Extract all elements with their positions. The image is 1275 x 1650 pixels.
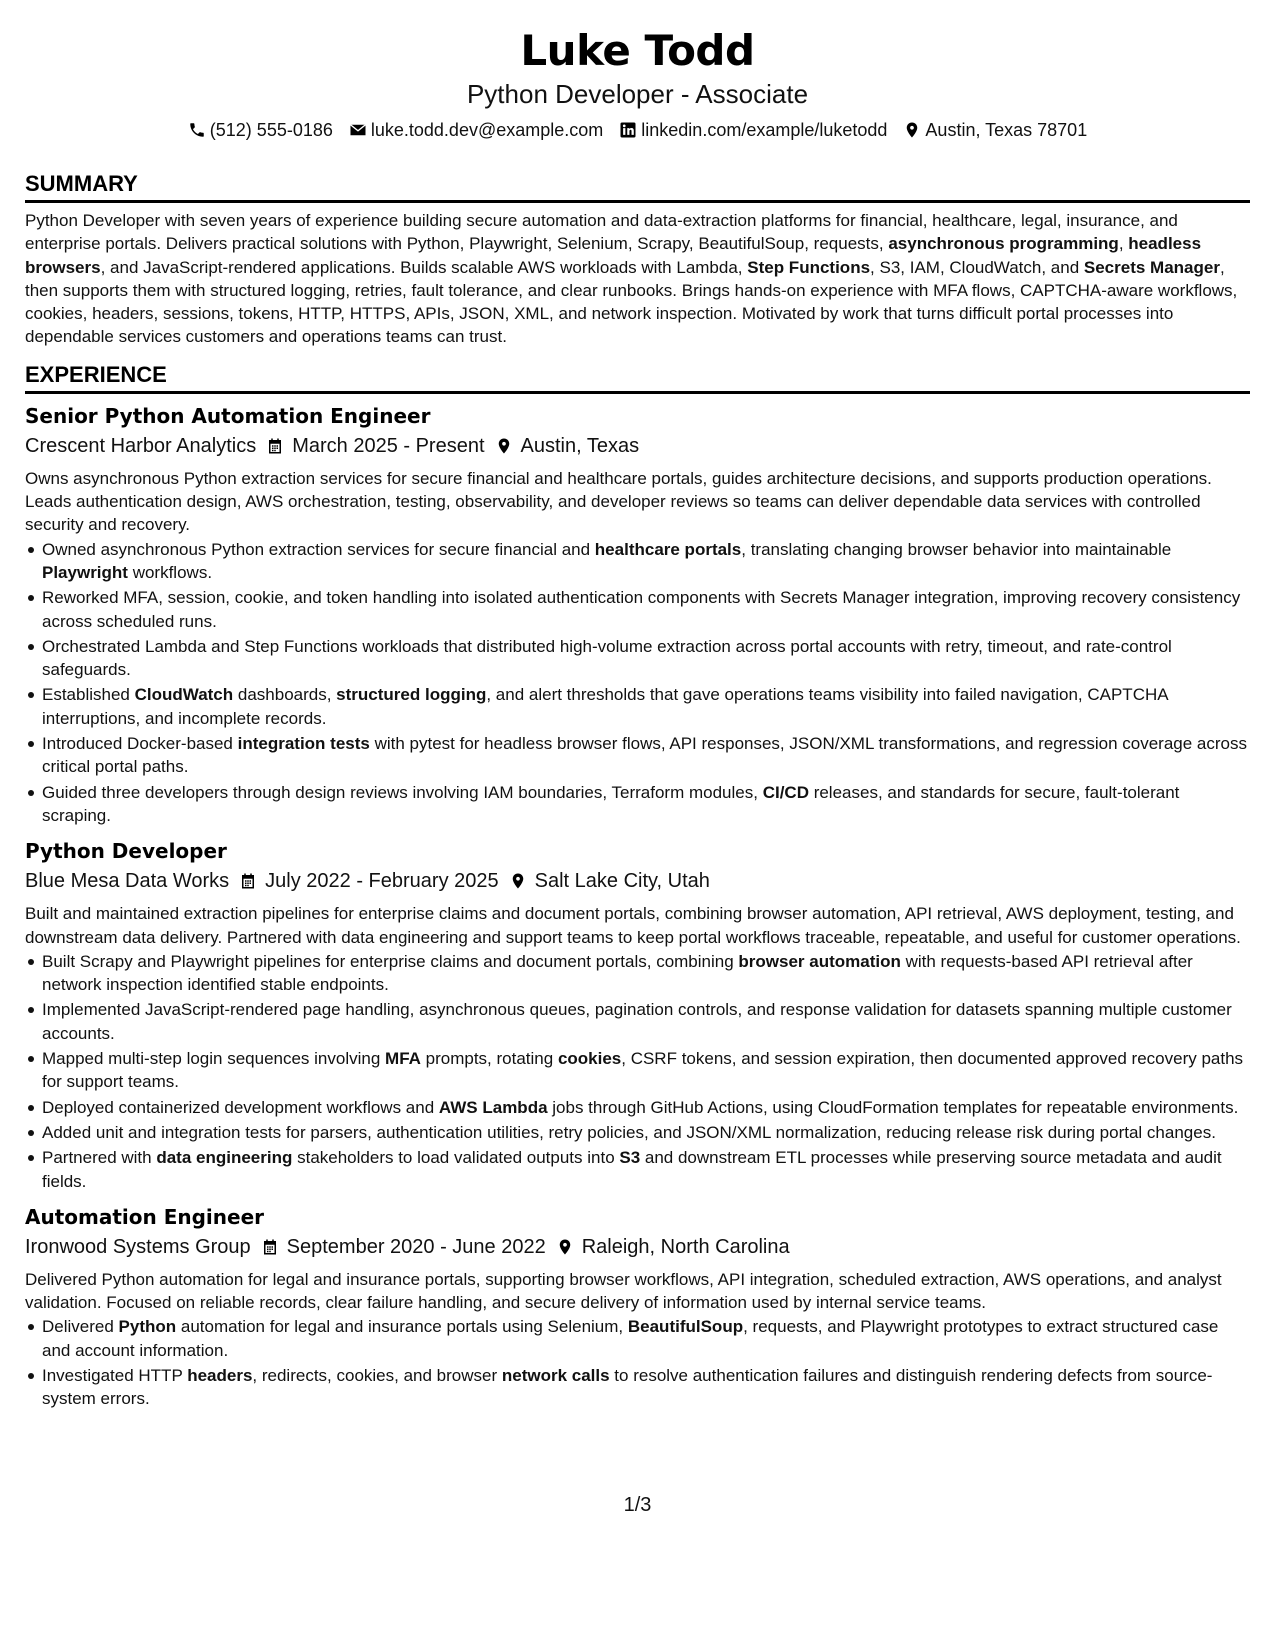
experience-list xyxy=(25,402,1250,1411)
linkedin-icon xyxy=(619,121,637,139)
emphasis-text: network calls xyxy=(501,1365,610,1385)
emphasis-text: Python xyxy=(118,1317,177,1337)
text-segment: Delivered xyxy=(42,1317,119,1337)
text-segment: Partnered with xyxy=(42,1148,157,1168)
job-company: Crescent Harbor Analytics xyxy=(25,434,257,457)
job-dates-text: July 2022 - February 2025 xyxy=(265,870,499,893)
text-segment: , and JavaScript-rendered applications. Builds scalable AWS workloads with Lambda, xyxy=(100,257,748,277)
emphasis-text: Secrets Manager xyxy=(1083,257,1220,277)
linkedin-text[interactable]: linkedin.com/example/luketodd xyxy=(641,120,888,140)
list-item xyxy=(25,586,1250,633)
text-segment: workflows. xyxy=(127,562,213,582)
text-segment: releases, and standards for secure, fault-tolerant scraping. xyxy=(42,782,1180,825)
location-text: Austin, Texas 78701 xyxy=(925,120,1088,140)
job-bullets xyxy=(25,538,1250,828)
candidate-headline: Python Developer - Associate xyxy=(466,79,809,109)
contact-phone xyxy=(188,118,333,142)
list-item xyxy=(25,1146,1250,1193)
job-dates xyxy=(261,1232,546,1262)
list-item xyxy=(25,1315,1250,1362)
text-segment: , S3, IAM, CloudWatch, and xyxy=(870,257,1084,277)
text-segment: Mapped multi-step login sequences involving xyxy=(42,1049,386,1069)
job-entry xyxy=(25,837,1250,1193)
emphasis-text: cookies xyxy=(557,1049,622,1069)
emphasis-text: MFA xyxy=(385,1049,421,1069)
text-segment: Python Developer with seven years of experience building secure automation and data-extraction platforms for financial, healthcare, legal, insurance, and enterprise portals. Delivers practical solutions with Python, Playwright, Selenium, Scrapy, BeautifulSoup, requests, xyxy=(25,211,1178,254)
page-number: 1/3 xyxy=(623,1494,652,1516)
job-dates-text: September 2020 - June 2022 xyxy=(286,1235,546,1258)
contact-bar xyxy=(25,118,1250,142)
emphasis-text: asynchronous programming xyxy=(888,234,1119,254)
job-summary: Built and maintained extraction pipelines for enterprise claims and document portals, combining browser automation, API retrieval, AWS deployment, testing, and downstream data delivery. Partnered with data engineering and support teams to keep portal workflows traceable, repeatable, and useful for customer operations. xyxy=(25,904,1241,947)
emphasis-text: Playwright xyxy=(42,562,128,582)
text-segment: Owned asynchronous Python extraction services for secure financial and xyxy=(42,539,595,559)
text-segment: , redirects, cookies, and browser xyxy=(252,1365,502,1385)
emphasis-text: headers xyxy=(187,1365,253,1385)
job-location xyxy=(556,1232,790,1262)
job-dates-text: March 2025 - Present xyxy=(292,434,485,457)
text-segment: stakeholders to load validated outputs into xyxy=(292,1148,620,1168)
text-segment: with requests-based API retrieval after network inspection identified stable endpoints. xyxy=(42,951,1193,995)
emphasis-text: integration tests xyxy=(237,734,370,754)
calendar-icon xyxy=(261,1238,279,1256)
list-item xyxy=(25,635,1250,682)
job-company: Blue Mesa Data Works xyxy=(25,870,230,893)
list-item xyxy=(25,538,1250,585)
list-item xyxy=(25,781,1250,828)
list-item xyxy=(25,1121,1250,1144)
text-segment: Introduced Docker-based xyxy=(42,734,238,754)
job-location-text: Raleigh, North Carolina xyxy=(581,1235,790,1258)
emphasis-text: CloudWatch xyxy=(134,685,234,705)
job-entry xyxy=(25,402,1250,827)
job-summary: Owns asynchronous Python extraction services for secure financial and healthcare portals, guides architecture decisions, and supports production operations. Leads authentication design, AWS orchestration, testing, observability, and developer reviews so teams can deliver dependable data services with controlled security and recovery. xyxy=(25,468,1212,535)
contact-linkedin[interactable] xyxy=(619,118,887,142)
experience-heading: EXPERIENCE xyxy=(25,361,1250,394)
text-segment: , requests, and Playwright prototypes to extract structured case and account information. xyxy=(42,1317,1219,1360)
text-segment: Investigated HTTP xyxy=(42,1365,188,1385)
emphasis-text: browser automation xyxy=(738,951,901,971)
phone-icon xyxy=(188,121,206,139)
emphasis-text: data engineering xyxy=(156,1148,293,1168)
resume-header xyxy=(25,24,1250,142)
emphasis-text: healthcare portals xyxy=(594,539,742,559)
text-segment: Implemented JavaScript-rendered page handling, asynchronous queues, pagination controls, and response validation for datasets spanning multiple customer accounts. xyxy=(42,1000,1232,1043)
text-segment: Established xyxy=(42,685,135,705)
list-item xyxy=(25,732,1250,779)
text-segment: prompts, rotating xyxy=(420,1049,558,1069)
list-item xyxy=(25,998,1250,1045)
text-segment: , xyxy=(1118,234,1129,254)
job-entry xyxy=(25,1203,1250,1411)
job-dates xyxy=(266,431,484,461)
job-title: Automation Engineer xyxy=(25,1204,265,1229)
contact-email[interactable] xyxy=(349,118,603,142)
list-item xyxy=(25,950,1250,997)
list-item xyxy=(25,1047,1250,1094)
text-segment: Deployed containerized development workflows and xyxy=(42,1097,439,1117)
map-pin-icon xyxy=(903,121,921,139)
emphasis-text: structured logging xyxy=(336,685,487,705)
text-segment: dashboards, xyxy=(233,685,337,705)
job-dates xyxy=(239,866,498,896)
emphasis-text: AWS Lambda xyxy=(438,1097,548,1117)
text-segment: Reworked MFA, session, cookie, and token handling into isolated authentication components with Secrets Manager integration, improving recovery consistency across scheduled runs. xyxy=(42,588,1241,631)
job-location xyxy=(509,866,710,896)
text-segment: , and alert thresholds that gave operations teams visibility into failed navigation, CAPTCHA interruptions, and incomplete records. xyxy=(42,685,1168,728)
map-pin-icon xyxy=(495,437,513,455)
text-segment: and downstream ETL processes while preserving source metadata and audit fields. xyxy=(42,1148,1222,1191)
emphasis-text: CI/CD xyxy=(762,782,809,802)
map-pin-icon xyxy=(509,872,527,890)
job-bullets xyxy=(25,950,1250,1193)
text-segment: automation for legal and insurance portals using Selenium, xyxy=(176,1317,628,1337)
text-segment: jobs through GitHub Actions, using CloudFormation templates for repeatable environments. xyxy=(547,1097,1239,1117)
text-segment: , translating changing browser behavior into maintainable xyxy=(741,539,1172,559)
emphasis-text: S3 xyxy=(619,1148,641,1168)
phone-text: (512) 555-0186 xyxy=(209,120,333,140)
text-segment: Guided three developers through design reviews involving IAM boundaries, Terraform modules, xyxy=(42,782,763,802)
text-segment: Orchestrated Lambda and Step Functions workloads that distributed high-volume extraction across portal accounts with retry, timeout, and rate-control safeguards. xyxy=(42,636,1172,680)
emphasis-text: Step Functions xyxy=(747,257,871,277)
job-meta xyxy=(25,866,1250,896)
job-bullets xyxy=(25,1315,1250,1410)
list-item xyxy=(25,1364,1250,1411)
job-summary: Delivered Python automation for legal and insurance portals, supporting browser workflows, API integration, scheduled extraction, AWS operations, and analyst validation. Focused on reliable records, clear failure handling, and secure delivery of information used by internal service teams. xyxy=(25,1269,1222,1313)
job-title: Senior Python Automation Engineer xyxy=(25,403,431,428)
text-segment: Added unit and integration tests for parsers, authentication utilities, retry policies, and JSON/XML normalization, reducing release risk during portal changes. xyxy=(42,1122,1216,1142)
text-segment: , then supports them with structured logging, retries, fault tolerance, and clear runbooks. Brings hands-on experience with MFA flows, CAPTCHA-aware workflows, cookies, headers, sessions, tokens, HTTP, HTTPS, APIs, JSON, XML, and network inspection. Motivated by work that turns difficult portal processes into dependable services customers and operations teams can trust. xyxy=(25,257,1238,347)
job-meta xyxy=(25,1232,1250,1262)
text-segment: Built Scrapy and Playwright pipelines for enterprise claims and document portals, combining xyxy=(42,951,739,971)
emphasis-text: BeautifulSoup xyxy=(627,1317,744,1337)
job-meta xyxy=(25,431,1250,461)
list-item xyxy=(25,1096,1250,1119)
email-text[interactable]: luke.todd.dev@example.com xyxy=(370,120,604,140)
text-segment: , CSRF tokens, and session expiration, then documented approved recovery paths for support teams. xyxy=(42,1049,1244,1092)
envelope-icon xyxy=(349,121,367,139)
job-title: Python Developer xyxy=(25,839,227,864)
text-segment: with pytest for headless browser flows, API responses, JSON/XML transformations, and regression coverage across critical portal paths. xyxy=(42,734,1248,777)
contact-location xyxy=(903,118,1087,142)
calendar-icon xyxy=(266,437,284,455)
text-segment: to resolve authentication failures and distinguish rendering defects from source-system errors. xyxy=(42,1365,1213,1409)
summary-heading: SUMMARY xyxy=(25,170,1250,203)
job-company: Ironwood Systems Group xyxy=(25,1235,251,1258)
job-location-text: Salt Lake City, Utah xyxy=(534,870,710,893)
list-item xyxy=(25,683,1250,730)
job-location-text: Austin, Texas xyxy=(520,434,640,457)
map-pin-icon xyxy=(556,1238,574,1256)
calendar-icon xyxy=(239,872,257,890)
job-location xyxy=(495,431,640,461)
summary-text xyxy=(25,209,1250,349)
candidate-name: Luke Todd xyxy=(520,26,755,75)
emphasis-text: headless browsers xyxy=(25,234,1202,277)
